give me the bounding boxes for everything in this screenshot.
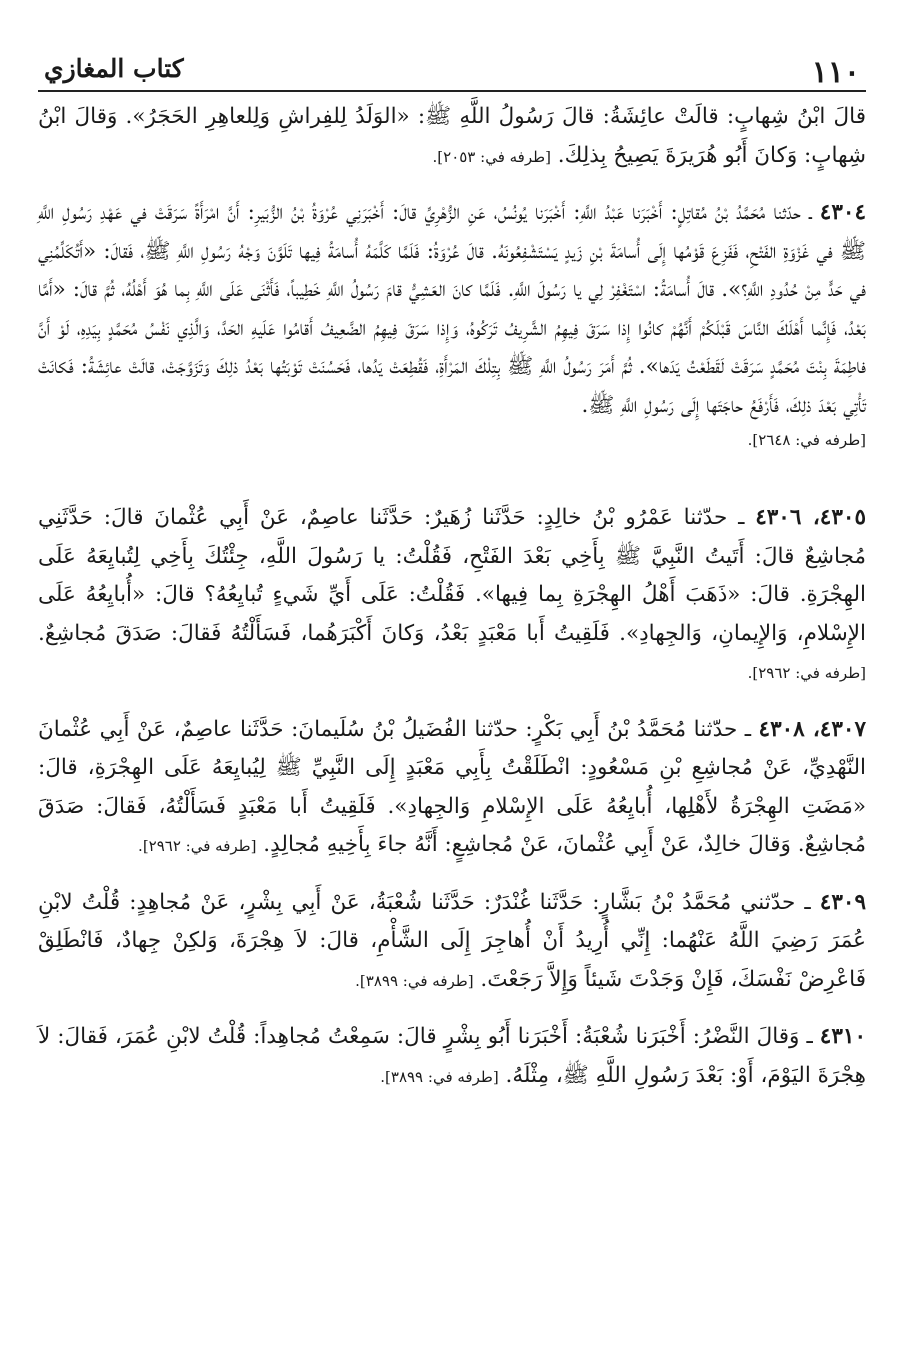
book-title: كتاب المغازي bbox=[44, 54, 184, 83]
intro-text: قالَ ابْنُ شِهابٍ: قالَتْ عائِشَةُ: قالَ رَسُولُ اللَّهِ ﷺ: «الوَلَدُ لِلفِراشِ وَلِلعاهِرِ الحَجَرُ». وَقالَ ابْنُ شِهابٍ: وَكانَ أَبُو هُرَيرَةَ يَصِيحُ بِذلِكَ. bbox=[38, 104, 866, 168]
hadith-4310 bbox=[38, 1018, 866, 1096]
hadith-text: ـ حدّثنا مُحَمَّدُ بْنُ أَبِي بَكْرٍ: حدّثنا الفُضَيلُ بْنُ سُلَيمانَ: حَدَّثَنا عاصِمٌ، عَنْ أَبِي عُثْمانَ النَّهْدِيِّ، عَنْ مُجاشِعِ بْنِ مَسْعُودٍ: انْطَلَقْتُ بِأَبِي مَعْبَدٍ إِلَى النَّبِيِّ ﷺ لِيُبايِعَهُ عَلَى الهِجْرَةِ، قالَ: «مَضَتِ الهِجْرَةُ لأَهْلِها، أُبايِعُهُ عَلَى الإِسْلامِ وَالجِهادِ». فَلَقِيتُ أَبا مَعْبَدٍ فَسَأَلْتُهُ، فَقالَ: صَدَقَ مُجاشِعٌ. وَقالَ خالِدٌ، عَنْ أَبِي عُثْمانَ، عَنْ مُجاشِعٍ: أَنَّهُ جاءَ بِأَخِيهِ مُجالِدٍ. bbox=[38, 716, 866, 857]
hadith-4309 bbox=[38, 884, 866, 1001]
page-number: ١١٠ bbox=[811, 55, 860, 90]
page-header bbox=[38, 0, 866, 92]
hadith-reference: [طرفه في: ٢٩٦٢]. bbox=[138, 837, 257, 855]
hadith-4304 bbox=[38, 194, 866, 455]
page-body bbox=[38, 92, 866, 1096]
intro-reference: [طرفه في: ٢٠٥٣]. bbox=[432, 147, 551, 166]
hadith-reference: [طرفه في: ٣٨٩٩]. bbox=[380, 1067, 499, 1086]
hadith-4307-4308 bbox=[38, 711, 866, 866]
hadith-number: ٤٣٠٥، ٤٣٠٦ bbox=[755, 505, 866, 530]
intro-paragraph bbox=[38, 98, 866, 176]
hadith-text: ـ حدّثنا مُحَمَّدُ بْنُ مُقاتِلٍ: أَخْبَرَنا عَبْدُ اللَّهِ: أَخْبَرَنا يُونُسُ، عَنِ الزُّهْرِيِّ قالَ: أَخْبَرَنِي عُرْوَةُ بْنُ الزُّبَيرِ: أَنَّ امْرَأَةً سَرَقَتْ في عَهْدِ رَسُولِ اللَّهِ ﷺ في غَزْوَةِ الفَتْحِ، فَفَزِعَ قَوْمُها إِلَى أُسامَةَ بْنِ زَيدٍ يَسْتَشْفِعُونَهُ. قالَ عُرْوَةُ: فَلَمَّا كَلَّمَهُ أُسامَةُ فِيها تَلَوَّنَ وَجْهُ رَسُولِ اللَّهِ ﷺ، فَقالَ: «أَتُكَلِّمُنِي في حَدٍّ مِنْ حُدُودِ اللَّهِ؟». قالَ أُسامَةُ: اسْتَغْفِرْ لِي يا رَسُولَ اللَّهِ. فَلَمَّا كانَ العَشِيُّ قامَ رَسُولُ اللَّهِ خَطِيباً، فَأَثْنَى عَلَى اللَّهِ بِما هُوَ أَهْلُهُ، ثُمَّ قالَ: «أَمَّا بَعْدُ، فَإِنَّما أَهْلَكَ النَّاسَ قَبْلَكُمْ أَنَّهُمْ كانُوا إِذا سَرَقَ فِيهِمُ الشَّرِيفُ تَرَكُوهُ، وَإِذا سَرَقَ فِيهِمُ الضَّعِيفُ أَقامُوا عَلَيهِ الحَدَّ، وَالَّذِي نَفْسُ مُحَمَّدٍ بِيَدِهِ، لَوْ أَنَّ فاطِمَةَ بِنْتَ مُحَمَّدٍ سَرَقَتْ لَقَطَعْتُ يَدَها». ثُمَّ أَمَرَ رَسُولُ اللَّهِ ﷺ بِتِلْكَ المَرْأَةِ، فَقُطِعَتْ يَدُها، فَحَسُنَتْ تَوْبَتُها بَعْدُ ذلِكَ وَتَزَوَّجَتْ، قالَتْ عائِشَةُ: فَكانَتْ تَأْتِي بَعْدَ ذلِكَ، فَأَرْفَعُ حاجَتَها إِلَى رَسُولِ اللَّهِ ﷺ. bbox=[38, 200, 866, 418]
hadith-text: ـ حدّثنا عَمْرُو بْنُ خالِدٍ: حَدَّثَنا زُهَيرٌ: حَدَّثَنا عاصِمٌ، عَنْ أَبِي عُثْمانَ قالَ: حَدَّثَنِي مُجاشِعٌ قالَ: أَتَيتُ النَّبِيَّ ﷺ بِأَخِي بَعْدَ الفَتْحِ، فَقُلْتُ: يا رَسُولَ اللَّهِ، جِئْتُكَ بِأَخِي لِتُبايِعَهُ عَلَى الهِجْرَةِ. قالَ: «ذَهَبَ أَهْلُ الهِجْرَةِ بِما فِيها». فَقُلْتُ: عَلَى أَيِّ شَيءٍ تُبايِعُهُ؟ قالَ: «أُبايِعُهُ عَلَى الإِسْلامِ، وَالإِيمانِ، وَالجِهادِ». فَلَقِيتُ أَبا مَعْبَدٍ بَعْدُ، وَكانَ أَكْبَرَهُما، فَسَأَلْتُهُ فَقالَ: صَدَقَ مُجاشِعٌ. bbox=[38, 505, 866, 646]
hadith-reference: [طرفه في: ٣٨٩٩]. bbox=[355, 971, 474, 990]
hadith-reference: [طرفه في: ٢٦٤٨]. bbox=[747, 431, 866, 449]
hadith-number: ٤٣١٠ bbox=[819, 1024, 866, 1049]
hadith-text: ـ حدّثني مُحَمَّدُ بْنُ بَشَّارٍ: حَدَّثَنا غُنْدَرٌ: حَدَّثَنا شُعْبَةُ، عَنْ أَبِي بِشْرٍ، عَنْ مُجاهِدٍ: قُلْتُ لابْنِ عُمَرَ رَضِيَ اللَّهُ عَنْهُما: إِنِّي أُرِيدُ أَنْ أُهاجِرَ إِلَى الشَّأْمِ، قالَ: لاَ هِجْرَةَ، وَلكِنْ جِهادٌ، فَانْطَلِقْ فَاعْرِضْ نَفْسَكَ، فَإِنْ وَجَدْتَ شَيئاً وَإِلاَّ رَجَعْتَ. bbox=[38, 889, 866, 992]
hadith-4305-4306 bbox=[38, 499, 866, 693]
hadith-number: ٤٣٠٩ bbox=[819, 889, 866, 915]
hadith-reference: [طرفه في: ٢٩٦٢]. bbox=[747, 664, 866, 682]
hadith-number: ٤٣٠٧، ٤٣٠٨ bbox=[758, 716, 866, 742]
hadith-number: ٤٣٠٤ bbox=[819, 200, 866, 225]
header-divider bbox=[38, 90, 866, 92]
hadith-text: ـ وَقالَ النَّضْرُ: أَخْبَرَنا شُعْبَةُ: أَخْبَرَنا أَبُو بِشْرٍ قالَ: سَمِعْتُ مُجاهِداً: قُلْتُ لابْنِ عُمَرَ، فَقالَ: لاَ هِجْرَةَ اليَوْمَ، أَوْ: بَعْدَ رَسُولِ اللَّهِ ﷺ، مِثْلَهُ. bbox=[38, 1024, 866, 1088]
